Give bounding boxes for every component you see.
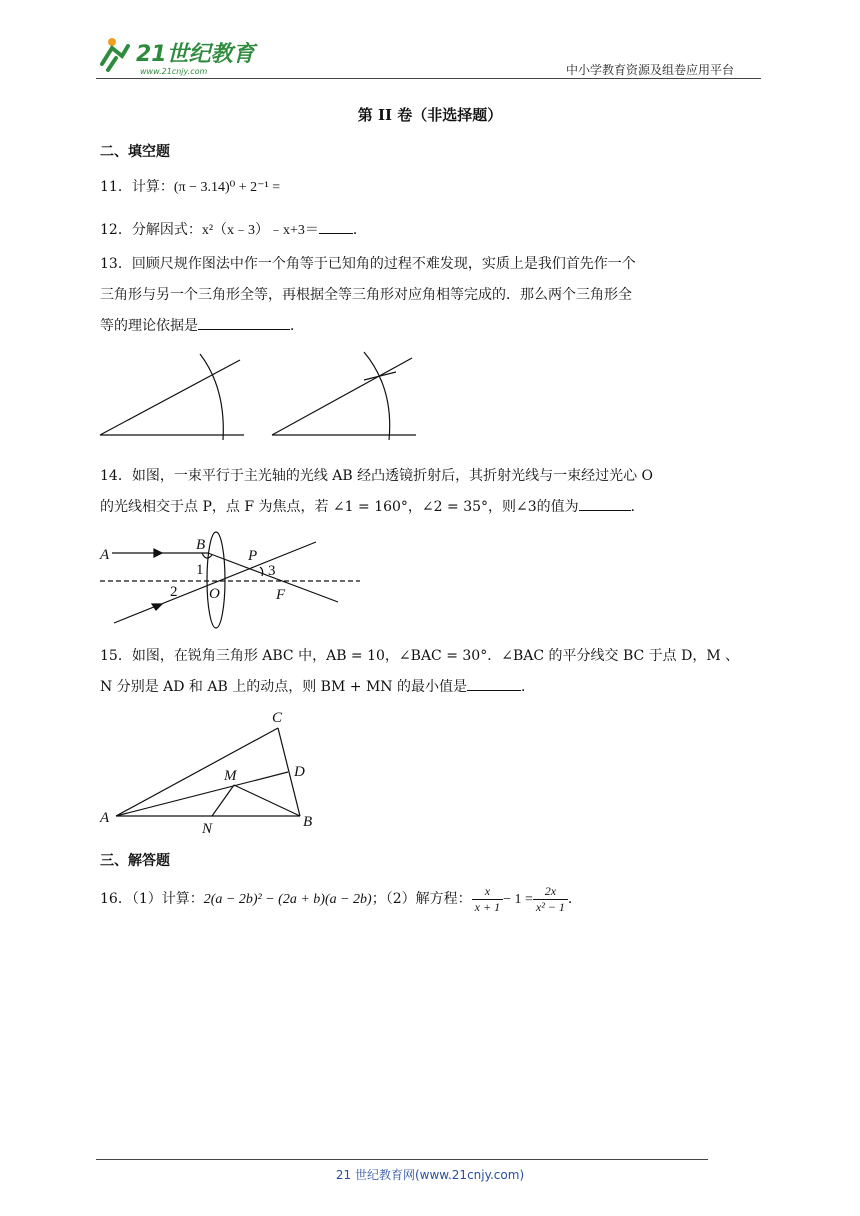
q12-prefix: 分解因式： (131, 222, 202, 238)
fig13a-arc (200, 354, 223, 440)
q16-frac2-numerator: 2x (533, 884, 568, 900)
svg-text:www.21cnjy.com: www.21cnjy.com (140, 67, 208, 76)
q13-construction-figure (96, 348, 426, 442)
q15-end: ． (520, 679, 535, 695)
question-15 (100, 641, 760, 703)
q13-end: ． (290, 318, 304, 334)
q14-line1: 14．如图，一束平行于主光轴的光线 AB 经凸透镜折射后，其折射光线与一束经过光心 O (100, 468, 654, 484)
q14-lens-figure (96, 530, 366, 630)
fig14-label-angle2: 2 (170, 584, 178, 600)
q13-line1: 13．回顾尺规作图法中作一个角等于已知角的过程不难发现，实质上是我们首先作一个 (100, 256, 636, 272)
fig15-side-AC (116, 728, 278, 816)
q15-triangle-figure (96, 706, 326, 838)
fig15-bisector-AD (116, 772, 288, 816)
question-11 (100, 177, 280, 198)
footer-text: 21 世纪教育网(www.21cnjy.com) (335, 1168, 525, 1182)
fig15-label-M: M (224, 768, 237, 784)
question-14 (100, 461, 760, 523)
q16-frac2-denominator: x² − 1 (535, 899, 565, 914)
q15-answer-blank[interactable] (467, 676, 521, 691)
fig15-segment-MN (212, 785, 234, 816)
fig15-label-C: C (272, 710, 283, 726)
q16-end: . (567, 891, 573, 907)
question-12 (100, 219, 367, 241)
fig14-label-B: B (196, 537, 206, 553)
fig15-label-D: D (294, 764, 305, 780)
q13-line2: 三角形与另一个三角形全等，再根据全等三角形对应角相等完成的．那么两个三角形全 (100, 287, 632, 303)
footer-divider (96, 1159, 708, 1160)
fig13b-side-ray (272, 358, 412, 435)
fig15-label-N: N (202, 821, 213, 837)
fig14-label-A: A (100, 547, 110, 563)
fig14-label-O: O (209, 586, 220, 602)
q15-line1: 15．如图，在锐角三角形 ABC 中，AB = 10，∠BAC = 30°．∠BAC 的平分线交 BC 于点 D，M 、 (100, 648, 740, 664)
fig14-label-angle3: 3 (268, 563, 276, 579)
q15-line2-text: N 分别是 AD 和 AB 上的动点，则 BM + MN 的最小值是 (100, 679, 467, 695)
q13-answer-blank[interactable] (198, 315, 290, 330)
q12-end: ． (352, 222, 367, 238)
q14-line2-text: 的光线相交于点 P，点 F 为焦点，若 ∠1 = 160°，∠2 = 35°，则∠3的值为 (100, 499, 579, 515)
fig13b-arc (364, 352, 390, 440)
fig14-arrow-upper (154, 549, 162, 557)
q16-middle: − 1 = (503, 892, 533, 907)
fig15-segment-MB (234, 785, 300, 816)
fig14-arrow-lower (152, 604, 162, 610)
svg-text:21世纪教育: 21世纪教育 (136, 42, 255, 67)
page-title: 第 II 卷（非选择题） (357, 106, 503, 124)
q12-expression: x²（x﹣3）﹣x+3＝ (201, 223, 319, 238)
q16-fraction-1 (472, 884, 503, 915)
q16-part1: （1）计算： (131, 891, 204, 907)
q14-line2 (100, 492, 760, 523)
section-solve-heading: 三、解答题 (100, 853, 170, 869)
fig14-angle3-arc (260, 567, 263, 576)
fig14-label-angle1: 1 (196, 562, 204, 578)
q11-number: 11． (100, 179, 132, 195)
q16-separator: ；（2）解方程： (371, 891, 472, 907)
q16-frac1-numerator: x (472, 884, 503, 900)
header-divider (96, 78, 761, 79)
question-13 (100, 249, 760, 342)
q15-line2 (100, 672, 760, 703)
q16-fraction-2 (533, 884, 568, 915)
question-16 (100, 882, 572, 917)
q16-expression-1: 2(a − 2b)² − (2a + b)(a − 2b) (203, 892, 372, 907)
fig14-label-P: P (248, 548, 258, 564)
q13-line3-text: 等的理论依据是 (100, 318, 198, 334)
q12-number: 12． (100, 222, 132, 238)
q16-number: 16． (100, 891, 132, 907)
q14-answer-blank[interactable] (579, 496, 631, 511)
fig13a-side-ray (100, 360, 240, 435)
section-fill-heading: 二、填空题 (100, 144, 170, 160)
fig15-label-B: B (303, 814, 313, 830)
logo (98, 34, 258, 78)
fig14-label-F: F (276, 587, 286, 603)
q13-line3 (100, 311, 760, 342)
q14-end: ． (630, 499, 645, 515)
q16-frac1-denominator: x + 1 (474, 899, 501, 914)
fig15-label-A: A (100, 810, 110, 826)
header-platform-text: 中小学教育资源及组卷应用平台 (566, 63, 735, 77)
q11-expression: (π − 3.14)⁰ + 2⁻¹ = (173, 180, 281, 195)
q11-prefix: 计算： (131, 179, 174, 195)
q12-answer-blank[interactable] (319, 219, 353, 234)
logo-graphic (98, 34, 258, 78)
